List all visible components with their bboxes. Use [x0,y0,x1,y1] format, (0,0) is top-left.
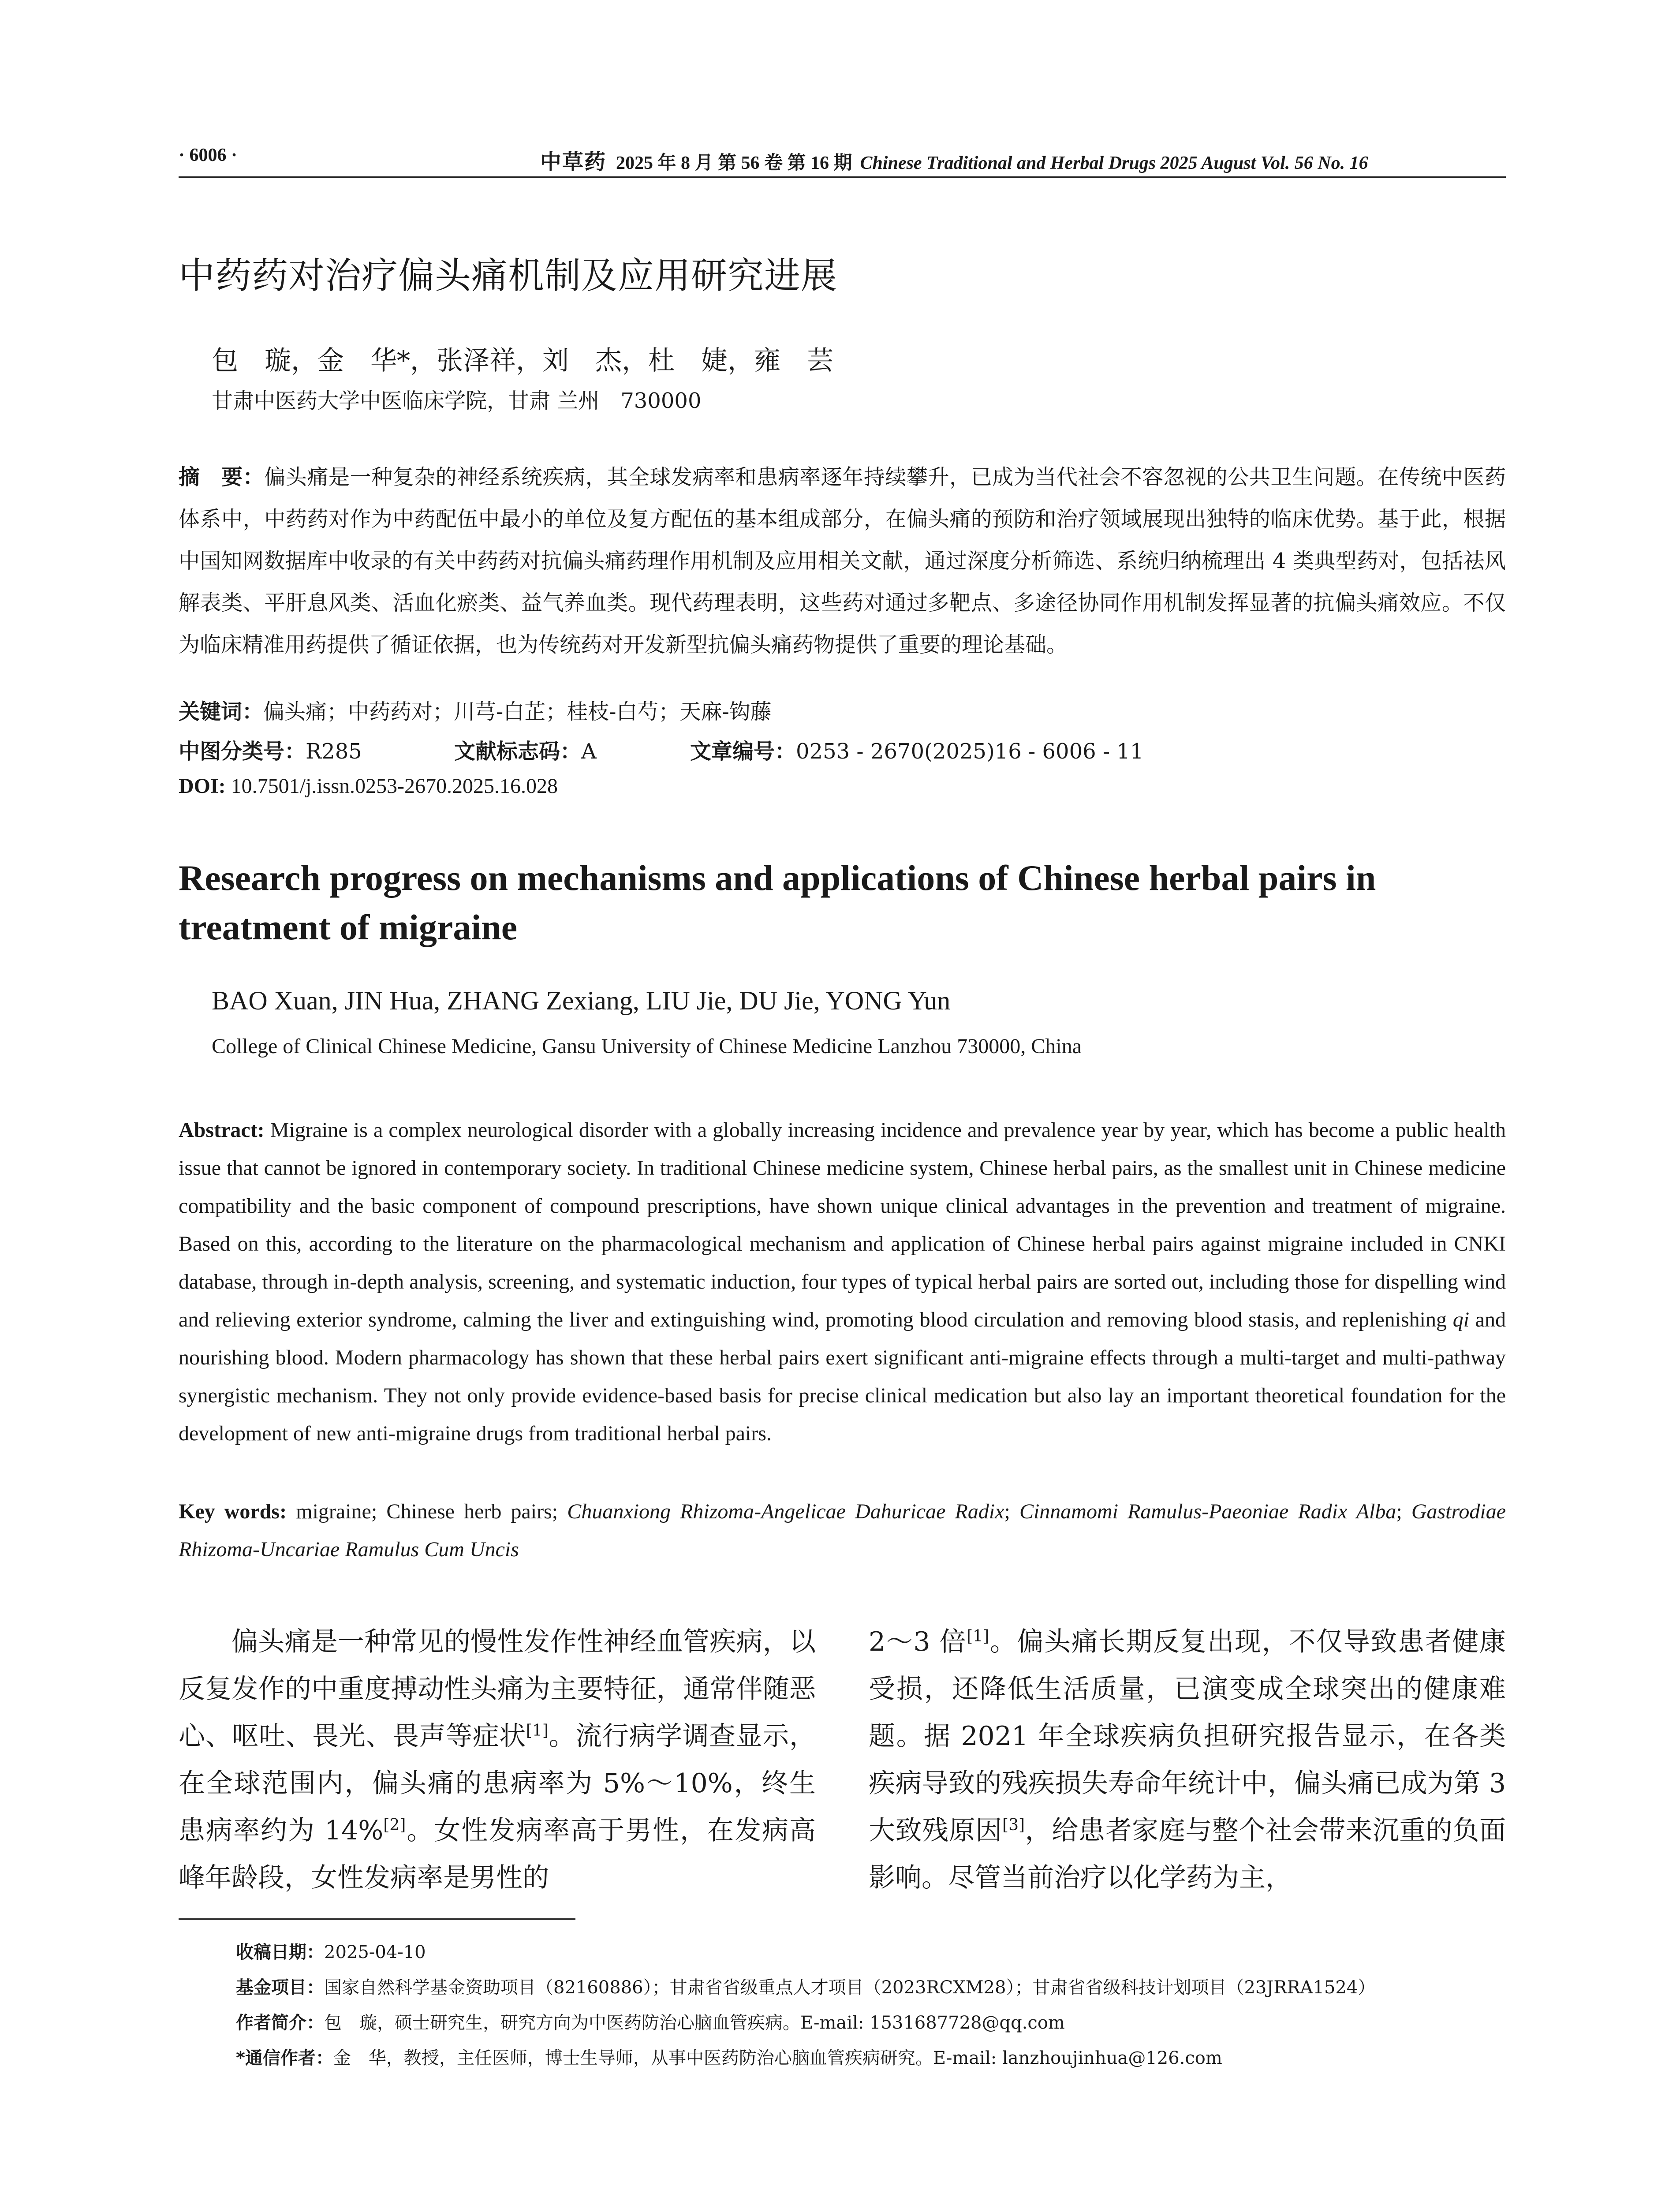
doc-code-line [454,734,597,765]
fund-value: 国家自然科学基金资助项目（82160886）；甘肃省省级重点人才项目（2023RCXM28）；甘肃省省级科技计划项目（23JRRA1524） [324,1977,1376,1998]
citation-ref[interactable]: [2] [383,1816,406,1834]
keywords-text-cn: 偏头痛；中药药对；川芎-白芷；桂枝-白芍；天麻-钩藤 [263,699,772,724]
running-header [179,145,1506,176]
keywords-plain-en: migraine; Chinese herb pairs; [296,1500,558,1523]
abstract-label-cn: 摘 要： [179,465,265,490]
body-text: 2～3 倍 [869,1626,967,1657]
doi-label: DOI: [179,774,226,798]
doi-line [179,774,558,798]
keywords-label-en: Key words: [179,1500,287,1523]
citation-ref[interactable]: [3] [1002,1816,1025,1834]
doc-code-label: 文献标志码： [454,739,582,764]
corr-label: *通信作者： [236,2048,333,2068]
affiliation-en: College of Clinical Chinese Medicine, Gansu University of Chinese Medicine Lanzhou 730000, China [212,1035,1082,1058]
abstract-label-en: Abstract: [179,1118,265,1142]
footnote-corresponding [236,2044,1222,2069]
clc-line [179,734,362,765]
footnote-received [236,1938,426,1963]
keywords-label-cn: 关键词： [179,699,264,724]
clc-value: R285 [306,739,362,764]
received-label: 收稿日期： [236,1942,324,1962]
footnote-bio [236,2009,1065,2034]
citation-ref[interactable]: [1] [526,1722,549,1740]
abstract-text-en-1: Migraine is a complex neurological disorder with a globally increasing incidence and prevalence year by year, which has become a public health issue that cannot be ignored in contemporary society. In traditional Chinese medicine system, Chinese herbal pairs, as the smallest unit in Chinese medicine compatibility and the basic component of compound prescriptions, have shown unique clinical advantages in the prevention and treatment of migraine. Based on this, according to the literature on the pharmacological mechanism and application of Chinese herbal pairs against migraine included in CNKI database, through in-depth analysis, screening, and systematic induction, four types of typical herbal pairs are sorted out, including those for dispelling wind and relieving exterior syndrome, calming the liver and extinguishing wind, promoting blood circulation and removing blood stasis, and replenishing [179,1118,1506,1331]
body-text: ，给患者家庭与整个社会带来沉重的负面影响。尽管当前治疗以化学药为主， [869,1815,1506,1893]
body-text: 。流行病学调查显示，在全球范围内，偏头痛的患病率为 5%～10%，终生患病率约为 14% [179,1721,816,1846]
abstract-cn [179,456,1506,666]
doi-value: 10.7501/j.issn.0253-2670.2025.16.028 [231,774,558,798]
affiliation-cn: 甘肃中医药大学中医临床学院，甘肃 兰州 730000 [212,389,702,413]
clc-label: 中图分类号： [179,739,306,764]
article-no-value: 0253 - 2670(2025)16 - 6006 - 11 [796,739,1144,764]
corr-value: 金 华，教授，主任医师，博士生导师，从事中医药防治心脑血管疾病研究。E-mail: lanzhoujinhua@126.com [333,2048,1222,2068]
article-no-line [690,734,1143,765]
abstract-qi: qi [1452,1308,1470,1331]
doc-code-value: A [581,739,597,764]
keyword-1: Chuanxiong Rhizoma-Angelicae Dahuricae Radix [567,1500,1004,1523]
bio-label: 作者简介： [236,2013,324,2033]
body-text: 偏头痛是一种常见的慢性发作性神经血管疾病，以反复发作的中重度搏动性头痛为主要特征，通常伴随恶心、呕吐、畏光、畏声等症状 [179,1626,816,1752]
keyword-3: Gastrodiae Rhizoma-Uncariae Ramulus Cum Uncis [179,1500,1506,1561]
footnote-rule [179,1918,575,1920]
article-title-cn: 中药药对治疗偏头痛机制及应用研究进展 [179,255,838,297]
citation-ref[interactable]: [1] [967,1627,989,1645]
keywords-en: Key words: migraine; Chinese herb pairs; Chuanxiong Rhizoma-Angelicae Dahuricae Radix; Cinnamomi Ramulus-Paeoniae Radix Alba; Gastrodiae Rhizoma-Uncariae Ramulus Cum Uncis [179,1500,1506,1561]
keywords-cn [179,695,772,725]
received-value: 2025-04-10 [324,1942,426,1962]
body-text: 。女性发病率高于男性，在发病高峰年龄段，女性发病率是男性的 [179,1815,816,1893]
bio-value: 包 璇，硕士研究生，研究方向为中医药防治心脑血管疾病。E-mail: 1531687728@qq.com [324,2013,1065,2033]
body-column-right [869,1618,1506,1902]
fund-label: 基金项目： [236,1977,324,1998]
header-rule [179,176,1506,178]
article-no-label: 文章编号： [690,739,796,764]
footnote-fund [236,1973,1375,1999]
page-number: · 6006 · [179,145,238,165]
article-title-en: Research progress on mechanisms and applications of Chinese herbal pairs in treatment of migraine [179,858,1376,947]
keyword-2: Cinnamomi Ramulus-Paeoniae Radix Alba [1019,1500,1396,1523]
journal-name-en: Chinese Traditional and Herbal Drugs 2025 August Vol. 56 No. 16 [860,153,1368,173]
authors-en: BAO Xuan, JIN Hua, ZHANG Zexiang, LIU Jie, DU Jie, YONG Yun [212,986,951,1015]
journal-line [540,145,1368,175]
body-column-left [179,1618,816,1902]
issue-cn: 2025 年 8 月 第 56 卷 第 16 期 [616,153,852,173]
abstract-text-en-2: and nourishing blood. Modern pharmacology has shown that these herbal pairs exert significant anti-migraine effects through a multi-target and multi-pathway synergistic mechanism. They not only provide evidence-based basis for precise clinical medication but also lay an important theoretical foundation for the development of new anti-migraine drugs from traditional herbal pairs. [179,1308,1506,1445]
abstract-text-cn: 偏头痛是一种复杂的神经系统疾病，其全球发病率和患病率逐年持续攀升，已成为当代社会不容忽视的公共卫生问题。在传统中医药体系中，中药药对作为中药配伍中最小的单位及复方配伍的基本组成部分，在偏头痛的预防和治疗领域展现出独特的临床优势。基于此，根据中国知网数据库中收录的有关中药药对抗偏头痛药理作用机制及应用相关文献，通过深度分析筛选、系统归纳梳理出 4 类典型药对，包括祛风解表类、平肝息风类、活血化瘀类、益气养血类。现代药理表明，这些药对通过多靶点、多途径协同作用机制发挥显著的抗偏头痛效应。不仅为临床精准用药提供了循证依据，也为传统药对开发新型抗偏头痛药物提供了重要的理论基础。 [179,465,1506,657]
body-text: 。偏头痛长期反复出现，不仅导致患者健康受损，还降低生活质量，已演变成全球突出的健康难题。据 2021 年全球疾病负担研究报告显示，在各类疾病导致的残疾损失寿命年统计中，偏头痛已成为第 3 大致残原因 [869,1626,1506,1846]
abstract-en [179,1111,1506,1453]
authors-cn: 包 璇，金 华*，张泽祥，刘 杰，杜 婕，雍 芸 [212,345,833,376]
journal-name-cn: 中草药 [540,150,607,174]
